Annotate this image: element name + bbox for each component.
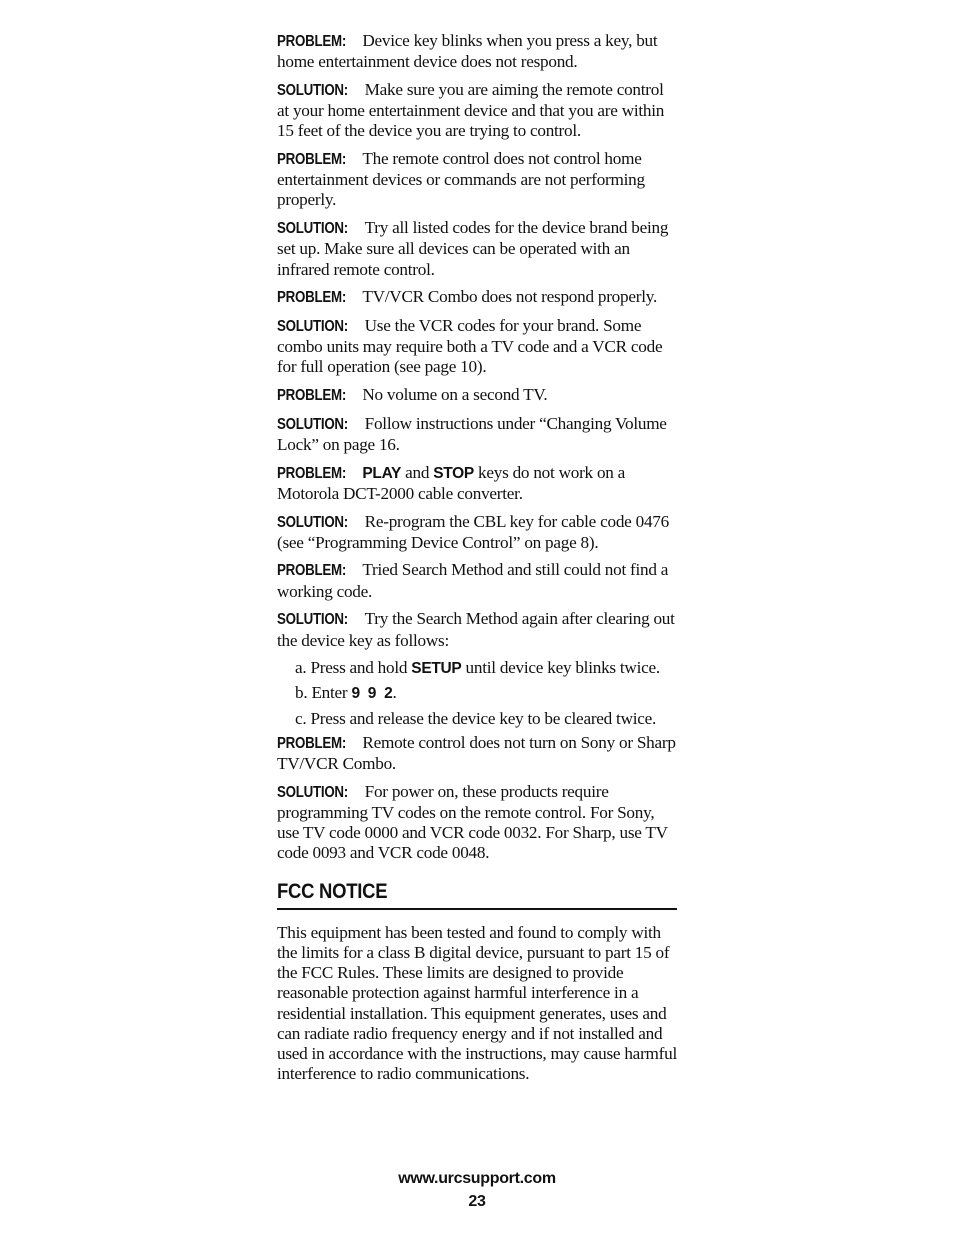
step-text: a. Press and hold [295,658,412,678]
solution-label: SOLUTION: [277,415,348,433]
problem-label: PROBLEM: [277,562,347,580]
fcc-notice-body: This equipment has been tested and found to comply with the limits for a class B digital device, pursuant to part 15 of the FCC Rules. These limits are designed to provide reasonable protection against harmful interference in a residential installation. This equipment generates, uses and can radiate radio frequency energy and if not installed and used in accordance with the instructions, may cause harmful interference to radio communications. [277,922,677,1084]
problem-text: TV/VCR Combo does not respond properly. [362,287,658,307]
step-c [295,709,677,729]
solution-label: SOLUTION: [277,611,348,629]
solution-text: Re-program the CBL key for cable code 0476 (see “Programming Device Control” on page 8). [277,511,669,552]
troubleshooting-column [277,31,677,1102]
problem-label: PROBLEM: [277,289,347,307]
problem-text: No volume on a second TV. [362,385,548,405]
step-text: . [392,683,397,703]
problem-7 [277,733,677,774]
play-key-name: PLAY [362,464,402,482]
solution-text: Follow instructions under “Changing Volume Lock” on page 16. [277,413,667,454]
problem-text-joiner: and [401,462,434,482]
problem-label: PROBLEM: [277,734,347,752]
solution-label: SOLUTION: [277,220,348,238]
problem-text: Tried Search Method and still could not find a working code. [277,560,669,601]
problem-4 [277,385,677,406]
solution-6 [277,609,677,650]
problem-5 [277,463,677,504]
fcc-notice-heading [277,879,677,910]
solution-4 [277,414,677,455]
setup-key-name: SETUP [411,660,462,678]
solution-label: SOLUTION: [277,317,348,335]
solution-text: Try all listed codes for the device brand being set up. Make sure all devices can be operated with an infrared remote control. [277,218,669,279]
problem-1 [277,31,677,72]
solution-label: SOLUTION: [277,513,348,531]
step-text: c. Press and release the device key to be cleared twice. [295,708,657,728]
solution-text: Try the Search Method again after clearing out the device key as follows: [277,609,675,650]
solution-7 [277,782,677,864]
solution-label: SOLUTION: [277,81,348,99]
problem-6 [277,560,677,601]
problem-label: PROBLEM: [277,33,347,50]
problem-label: PROBLEM: [277,387,347,405]
step-text: until device key blinks twice. [461,658,660,678]
solution-5 [277,512,677,553]
fcc-heading-text: FCC NOTICE [277,879,388,903]
problem-3 [277,287,677,308]
problem-text: The remote control does not control home entertainment devices or commands are not performing properly. [277,149,645,210]
code-digits: 9 9 2 [351,685,393,703]
solution-label: SOLUTION: [277,783,348,801]
solution-1 [277,80,677,142]
solution-3 [277,316,677,378]
solution-text: Use the VCR codes for your brand. Some combo units may require both a TV code and a VCR code for full operation (see page 10). [277,315,663,377]
clear-key-steps [277,658,677,729]
problem-text: Remote control does not turn on Sony or Sharp TV/VCR Combo. [277,732,676,774]
solution-text: Make sure you are aiming the remote control at your home entertainment device and that you are within 15 feet of the device you are trying to control. [277,79,665,141]
page-number: 23 [468,1193,486,1210]
stop-key-name: STOP [433,464,474,482]
solution-2 [277,218,677,280]
problem-2 [277,149,677,211]
problem-label: PROBLEM: [277,464,347,482]
problem-label: PROBLEM: [277,151,347,169]
step-text: b. Enter [295,683,352,703]
solution-text: For power on, these products require programming TV codes on the remote control. For Sony, use TV code 0000 and VCR code 0032. For Sharp, use TV code 0093 and VCR code 0048. [277,781,668,863]
problem-text: keys do not work on a Motorola DCT-2000 cable converter. [277,462,626,503]
support-url: www.urcsupport.com [398,1170,556,1187]
step-a [295,658,677,679]
problem-text: Device key blinks when you press a key, but home entertainment device does not respond. [277,31,658,72]
step-b [295,683,677,704]
